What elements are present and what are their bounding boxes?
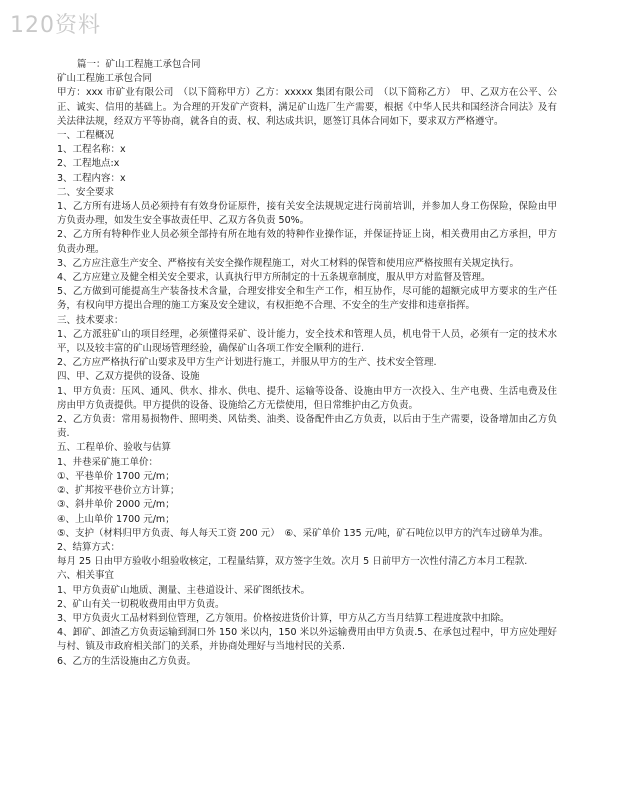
doc-paragraph: 甲方：xxx 市矿业有限公司 （以下简称甲方）乙方：xxxxx 集团有限公司 （以下简称乙方） 甲、乙双方在公平、公正、诚实、信用的基础上。为合理的开发矿产资料，满足矿山选厂生产需要，根据《中华人民共和国经济合同法》及有关法律法规，经双方平等协商，就各自的责、权、利达成共识，愿签订具体合同如下，要求双方严格遵守。 bbox=[57, 87, 557, 127]
doc-line: 2、结算方式： bbox=[57, 541, 121, 553]
doc-paragraph: 5、乙方做到可能提高生产装备技术含量，合理安排安全和生产工作，相互协作，尽可能的超额完成甲方要求的生产任务，有权向甲方提出合理的施工方案及安全建议，有权拒绝不合理、不安全的生产安排和违章指挥。 bbox=[57, 286, 557, 312]
doc-line: 6、乙方的生活设施由乙方负责。 bbox=[57, 655, 197, 667]
doc-line: 矿山工程施工承包合同 bbox=[57, 73, 153, 85]
doc-paragraph: 2、乙方负责：常用易损物件、照明类、风钻类、油类、设备配件由乙方负责，以后由于生产需要，设备增加由乙方负责. bbox=[57, 414, 557, 440]
section-heading: 五、工程单价、验收与估算 bbox=[57, 442, 172, 454]
doc-paragraph: 4、乙方应建立及健全相关安全要求，认真执行甲方所制定的十五条规章制度，服从甲方对监督及管理。 bbox=[57, 272, 491, 284]
doc-line: ②、扩邦按平巷价立方计算； bbox=[57, 485, 180, 497]
doc-line: ①、平巷单价 1700 元/m； bbox=[57, 470, 175, 482]
doc-paragraph: 2、乙方所有特种作业人员必须全部持有所在地有效的特种作业操作证，并保证持证上岗，相关费用由乙方承担，甲方负责办理。 bbox=[57, 229, 557, 255]
section-heading: 六、相关事宜 bbox=[57, 570, 115, 582]
section-heading: 一、工程概况 bbox=[57, 130, 115, 142]
section-heading: 二、安全要求 bbox=[57, 186, 115, 198]
watermark: 120资料 bbox=[10, 13, 101, 38]
section-heading: 四、甲、乙双方提供的设备、设施 bbox=[57, 371, 200, 383]
doc-line: 1、甲方负责矿山地质、测量、主巷道设计、采矿图纸技术。 bbox=[57, 584, 311, 596]
doc-paragraph: 1、乙方派驻矿山的项目经理，必须懂得采矿、设计能力，安全技术和管理人员，机电骨干人员，必须有一定的技术水平，以及较丰富的矿山现场管理经验，确保矿山各项工作安全顺利的进行. bbox=[57, 328, 557, 355]
doc-paragraph: 1、甲方负责：压风、通风、供水、排水、供电、提升、运输等设备、设施由甲方一次投入、生产电费、生活电费及住房由甲方负责提供。甲方提供的设备、设施给乙方无偿使用，但日常维护由乙方负责。 bbox=[57, 385, 557, 411]
doc-paragraph: 2、乙方应严格执行矿山要求及甲方生产计划进行施工，并服从甲方的生产、技术安全管理. bbox=[57, 357, 437, 369]
document-body bbox=[57, 58, 557, 669]
doc-paragraph: 每月 25 日由甲方验收小组验收核定，工程量结算，双方签字生效。次月 5 日前甲方一次性付清乙方本月工程款. bbox=[57, 556, 528, 568]
doc-line: 1、工程名称：x bbox=[57, 144, 126, 156]
doc-paragraph: 3、乙方应注意生产安全、严格按有关安全操作规程施工，对火工材料的保管和使用应严格按照有关规定执行。 bbox=[57, 257, 520, 269]
doc-line: 2、矿山有关一切税收费用由甲方负责。 bbox=[57, 598, 225, 610]
doc-line: 3、工程内容：x bbox=[57, 172, 126, 184]
doc-paragraph: 4、卸矿、卸渣乙方负责运输到洞口外 150 米以内，150 米以外运输费用由甲方负责.5、在承包过程中，甲方应处理好与村、镇及市政府相关部门的关系，并协商处理好与当地村民的关系. bbox=[57, 627, 557, 653]
document-title: 篇一：矿山工程施工承包合同 bbox=[77, 59, 201, 70]
doc-line: ④、上山单价 1700 元/m； bbox=[57, 513, 175, 525]
doc-paragraph: 1、乙方所有进场人员必须持有有效身份证原件，接有关安全法规规定进行岗前培训，并参加人身工伤保险，保险由甲方负责办理，如发生安全事故责任甲、乙双方各负责 50%。 bbox=[57, 201, 557, 227]
section-heading: 三、技术要求： bbox=[57, 314, 124, 326]
doc-line: 2、工程地点:x bbox=[57, 158, 120, 170]
doc-line: ③、斜井单价 2000 元/m； bbox=[57, 499, 175, 511]
doc-line: 1、井巷采矿施工单价： bbox=[57, 456, 159, 468]
doc-paragraph: ⑤、支护（材料归甲方负责、每人每天工资 200 元） ⑥、采矿单价 135 元/吨，矿石吨位以甲方的汽车过磅单为准。 bbox=[57, 527, 549, 539]
doc-paragraph: 3、甲方负责火工品材料到位管理，乙方领用。价格按进货价计算，甲方从乙方当月结算工程进度款中扣除。 bbox=[57, 612, 510, 624]
